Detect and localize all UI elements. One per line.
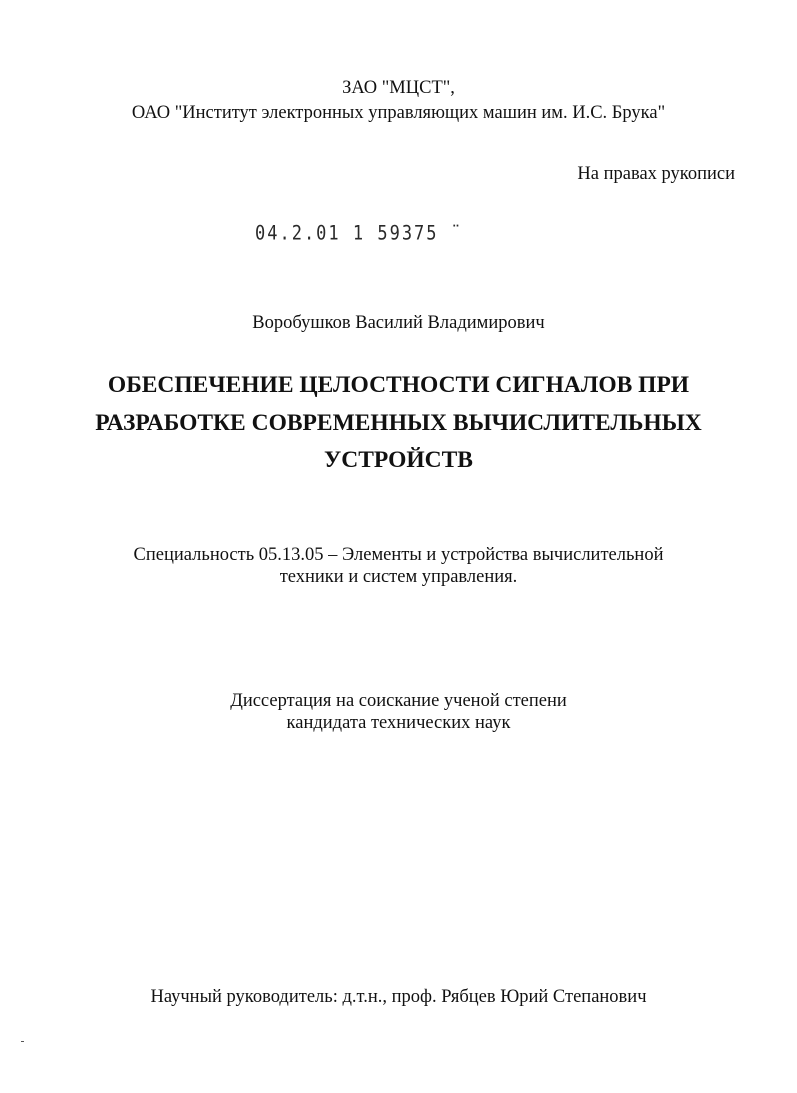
- manuscript-rights-note: На правах рукописи: [577, 164, 735, 184]
- title-line-3: УСТРОЙСТВ: [324, 447, 473, 473]
- supervisor-line: Научный руководитель: д.т.н., проф. Рябцев Юрий Степанович: [150, 987, 647, 1007]
- title-line-2: РАЗРАБОТКЕ СОВРЕМЕННЫХ ВЫЧИСЛИТЕЛЬНЫХ: [95, 410, 702, 436]
- organization-line-1: ЗАО "МЦСТ",: [342, 78, 455, 98]
- organization-line-2: ОАО "Институт электронных управляющих машин им. И.С. Брука": [131, 103, 666, 123]
- registration-stamp: 04.2.01 1 59375 ¨: [255, 222, 463, 245]
- dissertation-line-1: Диссертация на соискание ученой степени: [230, 691, 567, 711]
- scan-speck: [21, 1041, 24, 1042]
- title-line-1: ОБЕСПЕЧЕНИЕ ЦЕЛОСТНОСТИ СИГНАЛОВ ПРИ: [107, 372, 690, 398]
- author-name: Воробушков Василий Владимирович: [252, 313, 545, 333]
- specialty-line-1: Специальность 05.13.05 – Элементы и устройства вычислительной: [133, 545, 664, 565]
- specialty-line-2: техники и систем управления.: [279, 567, 518, 587]
- dissertation-line-2: кандидата технических наук: [286, 713, 511, 733]
